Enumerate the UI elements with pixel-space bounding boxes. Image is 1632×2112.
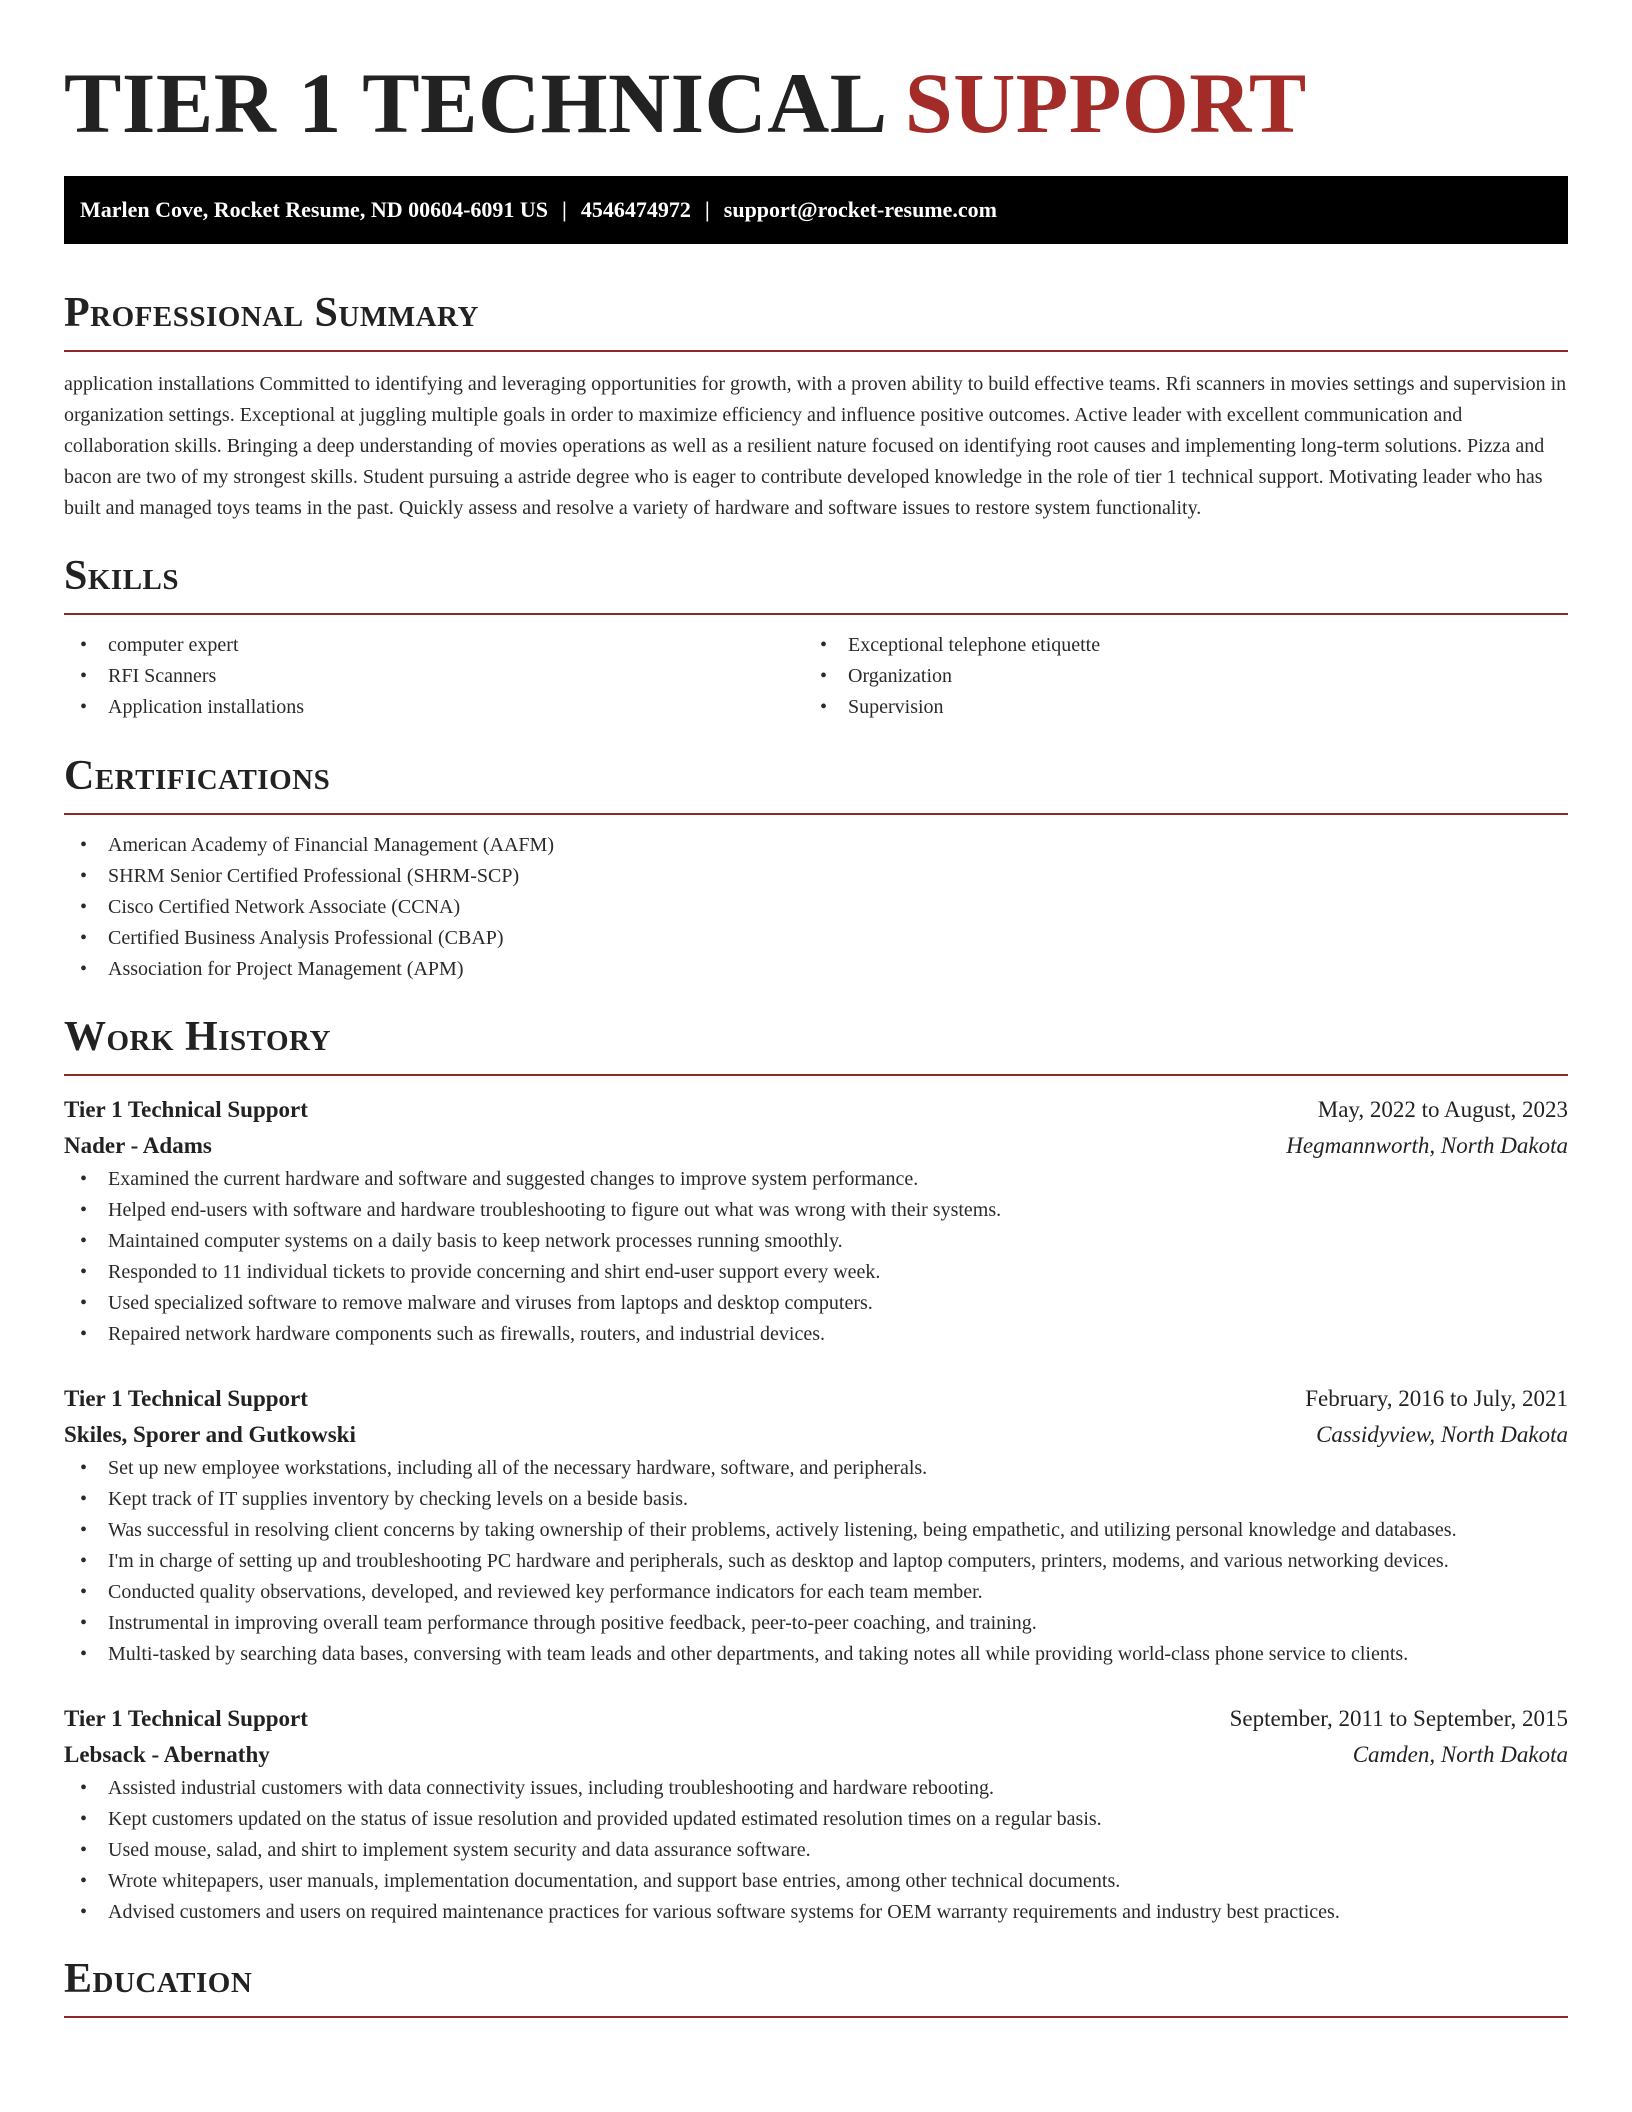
- job-company-row: [64, 1417, 1568, 1453]
- skill-item: • Organization: [804, 661, 1544, 692]
- resume-page: [64, 0, 1568, 2018]
- certification-item: • SHRM Senior Certified Professional (SHRM-SCP): [64, 861, 1568, 892]
- job-company: Lebsack - Abernathy: [64, 1742, 270, 1767]
- job-duties-list: [64, 1164, 1568, 1350]
- job-duty-item: • Helped end-users with software and hardware troubleshooting to figure out what was wrong with their systems.: [64, 1195, 1568, 1226]
- skill-item: • Exceptional telephone etiquette: [804, 630, 1544, 661]
- job-company-row: [64, 1737, 1568, 1773]
- section-title-summary: Professional Summary: [64, 290, 479, 336]
- job-duty-item: • Instrumental in improving overall team performance through positive feedback, peer-to-peer coaching, and training.: [64, 1608, 1568, 1639]
- job-duty-item: • Examined the current hardware and software and suggested changes to improve system performance.: [64, 1164, 1568, 1195]
- job-duty-item: • Responded to 11 individual tickets to provide concerning and shirt end-user support every week.: [64, 1257, 1568, 1288]
- name-first: TIER 1 TECHNICAL: [64, 55, 883, 151]
- skills-list-right: [804, 630, 1544, 723]
- job-dates: February, 2016 to July, 2021: [1305, 1386, 1568, 1411]
- job-header-row: [64, 1381, 1568, 1417]
- job-header-row: [64, 1701, 1568, 1737]
- skill-item: • RFI Scanners: [64, 661, 804, 692]
- job-duty-item: • Maintained computer systems on a daily basis to keep network processes running smoothly.: [64, 1226, 1568, 1257]
- job-duties-list: [64, 1773, 1568, 1928]
- skills-section: [64, 551, 1568, 723]
- section-divider: [64, 613, 1568, 615]
- job-duty-item: • Was successful in resolving client concerns by taking ownership of their problems, actively listening, being empathetic, and utilizing personal knowledge and databases.: [64, 1515, 1568, 1546]
- skill-item: • Supervision: [804, 692, 1544, 723]
- job-duty-item: • Conducted quality observations, developed, and reviewed key performance indicators for each team member.: [64, 1577, 1568, 1608]
- contact-email[interactable]: support@rocket-resume.com: [723, 197, 997, 222]
- certification-item: • Certified Business Analysis Professional (CBAP): [64, 923, 1568, 954]
- job-title: Tier 1 Technical Support: [64, 1706, 308, 1731]
- job-duty-item: • Kept track of IT supplies inventory by checking levels on a beside basis.: [64, 1484, 1568, 1515]
- section-title-certifications: Certifications: [64, 753, 331, 799]
- skill-item: • computer expert: [64, 630, 804, 661]
- section-divider: [64, 813, 1568, 815]
- summary-section: [64, 288, 1568, 524]
- job-dates: May, 2022 to August, 2023: [1317, 1097, 1568, 1122]
- job-title: Tier 1 Technical Support: [64, 1097, 308, 1122]
- job-header-row: [64, 1092, 1568, 1128]
- skills-list-left: [64, 630, 804, 723]
- contact-phone[interactable]: 4546474972: [580, 197, 691, 222]
- job-location: Camden, North Dakota: [1352, 1742, 1568, 1767]
- contact-address: Marlen Cove, Rocket Resume, ND 00604-6091 US: [80, 197, 549, 222]
- job-duty-item: • Advised customers and users on required maintenance practices for various software systems for OEM warranty requirements and industry best practices.: [64, 1897, 1568, 1928]
- job-duty-item: • Set up new employee workstations, including all of the necessary hardware, software, and peripherals.: [64, 1453, 1568, 1484]
- job-location: Hegmannworth, North Dakota: [1286, 1133, 1568, 1158]
- section-title-skills: Skills: [64, 553, 180, 599]
- section-title-education: Education: [64, 1956, 253, 2002]
- job-entry: [64, 1701, 1568, 1928]
- job-duty-item: • Repaired network hardware components such as firewalls, routers, and industrial devices.: [64, 1319, 1568, 1350]
- skills-grid: [64, 630, 1568, 723]
- education-section: [64, 1954, 1568, 2018]
- section-divider: [64, 350, 1568, 352]
- name-last: SUPPORT: [904, 55, 1307, 151]
- section-divider: [64, 1074, 1568, 1076]
- job-duty-item: • I'm in charge of setting up and troubleshooting PC hardware and peripherals, such as desktop and laptop computers, printers, modems, and various networking devices.: [64, 1546, 1568, 1577]
- certifications-section: [64, 751, 1568, 985]
- job-entry: [64, 1381, 1568, 1670]
- job-dates: September, 2011 to September, 2015: [1229, 1706, 1568, 1731]
- job-company: Nader - Adams: [64, 1133, 212, 1158]
- certification-item: • American Academy of Financial Management (AAFM): [64, 830, 1568, 861]
- section-divider: [64, 2016, 1568, 2018]
- job-duty-item: • Wrote whitepapers, user manuals, implementation documentation, and support base entries, among other technical documents.: [64, 1866, 1568, 1897]
- job-duties-list: [64, 1453, 1568, 1670]
- summary-text: application installations Committed to identifying and leveraging opportunities for growth, with a proven ability to build effective teams. Rfi scanners in movies settings and supervision in organization settings. Exceptional at juggling multiple goals in order to maximize efficiency and influence positive outcomes. Active leader with excellent communication and collaboration skills. Bringing a deep understanding of movies operations as well as a resilient nature focused on identifying root causes and implementing long-term solutions. Pizza and bacon are two of my strongest skills. Student pursuing a astride degree who is eager to contribute developed knowledge in the role of tier 1 technical support. Motivating leader who has built and managed toys teams in the past. Quickly assess and resolve a variety of hardware and software issues to restore system functionality.: [64, 373, 1567, 519]
- job-location: Cassidyview, North Dakota: [1316, 1422, 1568, 1447]
- certifications-list: [64, 830, 1568, 985]
- job-duty-item: • Assisted industrial customers with data connectivity issues, including troubleshooting and hardware rebooting.: [64, 1773, 1568, 1804]
- section-title-work-history: Work History: [64, 1014, 331, 1060]
- job-company: Skiles, Sporer and Gutkowski: [64, 1422, 356, 1447]
- job-duty-item: • Kept customers updated on the status of issue resolution and provided updated estimated resolution times on a regular basis.: [64, 1804, 1568, 1835]
- skill-item: • Application installations: [64, 692, 804, 723]
- job-duty-item: • Multi-tasked by searching data bases, conversing with team leads and other departments, and taking notes all while providing world-class phone service to clients.: [64, 1639, 1568, 1670]
- contact-bar: [64, 176, 1568, 244]
- certification-item: • Cisco Certified Network Associate (CCNA): [64, 892, 1568, 923]
- job-title: Tier 1 Technical Support: [64, 1386, 308, 1411]
- job-duty-item: • Used mouse, salad, and shirt to implement system security and data assurance software.: [64, 1835, 1568, 1866]
- job-duty-item: • Used specialized software to remove malware and viruses from laptops and desktop computers.: [64, 1288, 1568, 1319]
- certification-item: • Association for Project Management (APM): [64, 954, 1568, 985]
- contact-separator: |: [704, 197, 710, 222]
- resume-name: [64, 0, 1568, 158]
- contact-separator: |: [562, 197, 567, 222]
- work-history-section: [64, 1012, 1568, 1928]
- job-company-row: [64, 1128, 1568, 1164]
- job-entry: [64, 1092, 1568, 1350]
